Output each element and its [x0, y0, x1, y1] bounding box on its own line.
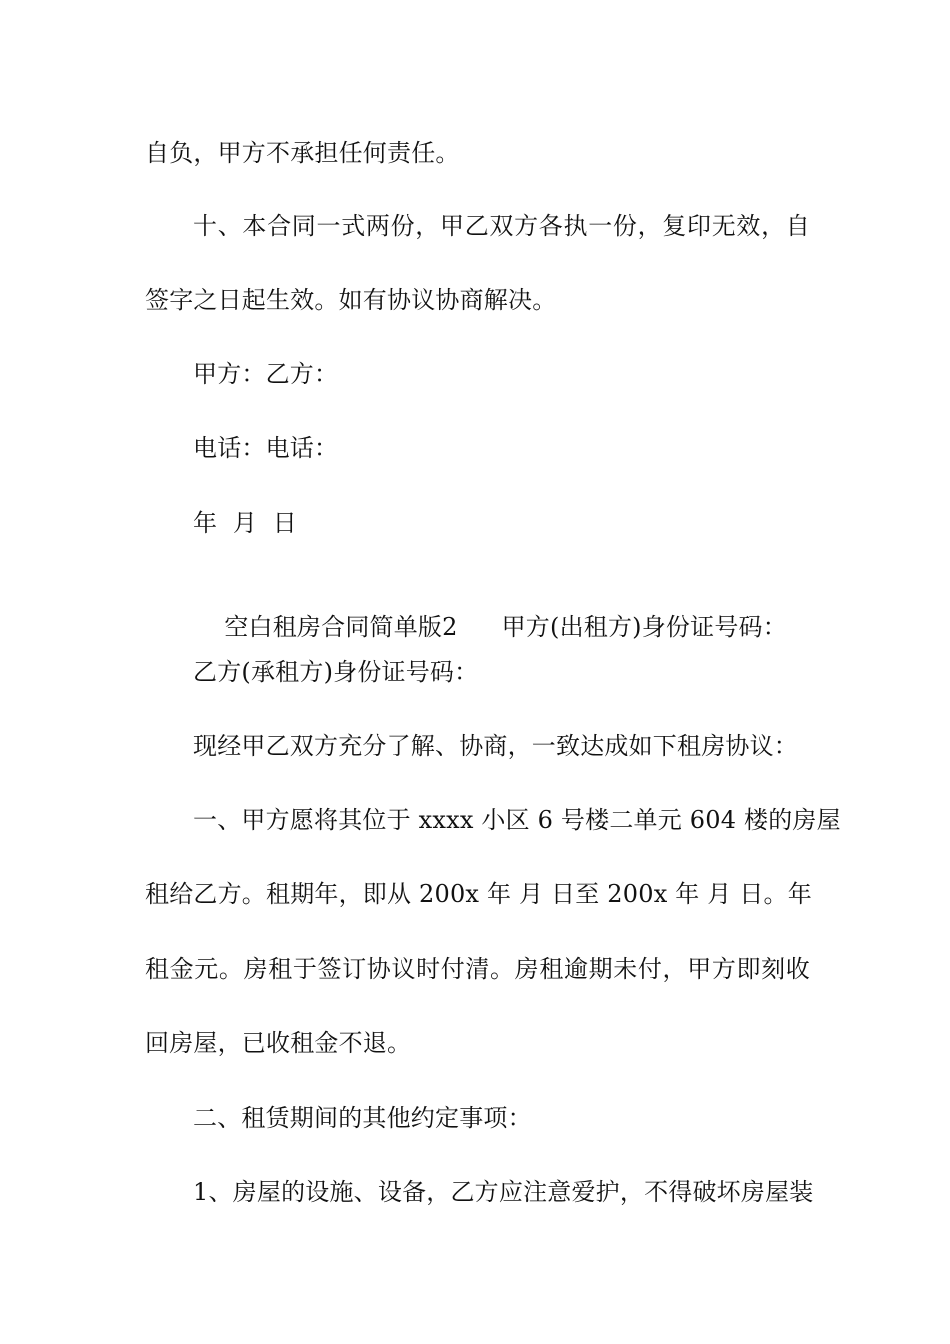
clause-one-line-2: 租给乙方。租期年，即从 200x 年 月 日至 200x 年 月 日。年 — [145, 880, 812, 908]
date-line: 年 月 日 — [193, 509, 297, 537]
phone-line: 电话：电话： — [193, 434, 339, 462]
clause-one-line-4: 回房屋，已收租金不退。 — [145, 1029, 412, 1057]
tenant-id-label: 乙方(承租方)身份证号码： — [193, 658, 479, 686]
clause-ten-line-1: 十、本合同一式两份，甲乙双方各执一份，复印无效，自 — [193, 212, 810, 240]
landlord-id-label: 甲方(出租方)身份证号码： — [501, 613, 787, 641]
party-signature-line: 甲方：乙方： — [193, 360, 339, 388]
clause-two-item-1: 1、房屋的设施、设备，乙方应注意爱护，不得破坏房屋装 — [193, 1178, 814, 1206]
agreement-intro: 现经甲乙双方充分了解、协商，一致达成如下租房协议： — [193, 732, 798, 760]
clause-two-heading: 二、租赁期间的其他约定事项： — [193, 1104, 532, 1132]
clause-one-line-3: 租金元。房租于签订协议时付清。房租逾期未付，甲方即刻收 — [145, 955, 810, 983]
paragraph-line: 自负，甲方不承担任何责任。 — [145, 139, 460, 167]
clause-one-line-1: 一、甲方愿将其位于 xxxx 小区 6 号楼二单元 604 楼的房屋 — [193, 806, 841, 834]
clause-ten-line-2: 签字之日起生效。如有协议协商解决。 — [145, 286, 557, 314]
contract-title: 空白租房合同简单版2 — [224, 613, 458, 641]
